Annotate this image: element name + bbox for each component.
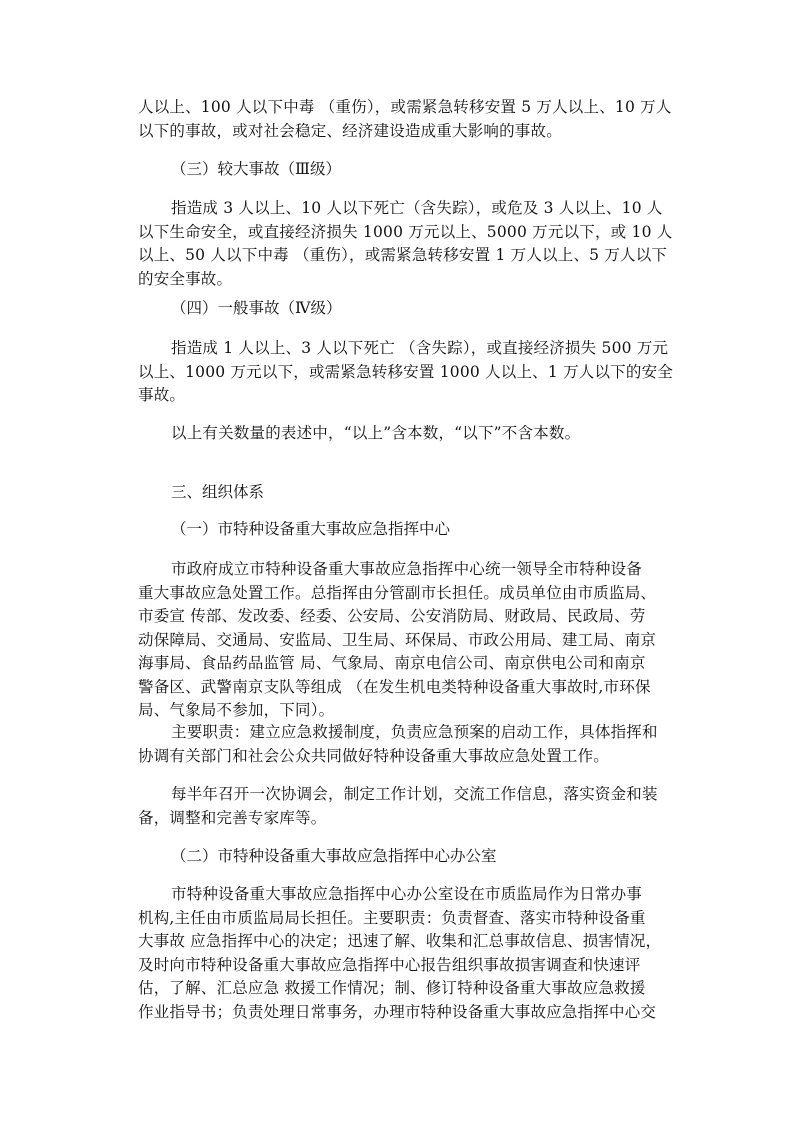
- text-line: 估，了解、汇总应急 救援工作情况；制、修订特种设备重大事故应急救援: [138, 979, 646, 997]
- text-line: 大事故 应急指挥中心的决定；迅速了解、收集和汇总事故信息、损害情况，: [138, 932, 662, 950]
- heading-command-center: （一）市特种设备重大事故应急指挥中心: [171, 520, 451, 538]
- text-line: 市特种设备重大事故应急指挥中心办公室设在市质监局作为日常办事: [171, 885, 643, 903]
- paragraph-main-duties: [138, 721, 658, 768]
- heading-command-office: （二）市特种设备重大事故应急指挥中心办公室: [171, 847, 497, 865]
- text-line: 机构,主任由市质监局局长担任。主要职责：负责督查、落实市特种设备重: [138, 908, 646, 927]
- paragraph-general-accident: [138, 337, 673, 408]
- text-line: 市政府成立市特种设备重大事故应急指挥中心统一领导全市特种设备: [171, 560, 643, 578]
- text-line: 以下的事故，或对社会稳定、经济建设造成重大影响的事故。: [138, 121, 562, 140]
- text-line: 动保障局、交通局、安监局、卫生局、环保局、市政公用局、建工局、南京: [138, 630, 657, 649]
- paragraph-note: [138, 422, 658, 446]
- paragraph-command-office: [138, 883, 662, 1024]
- paragraph-continuation: [138, 96, 672, 143]
- text-line: 每半年召开一次协调会，制定工作计划，交流工作信息，落实资金和装: [171, 785, 658, 803]
- section-heading-organization: 三、组织体系: [171, 483, 265, 501]
- text-line: 局、气象局不参加，下同）。: [138, 701, 335, 719]
- heading-major-accident: （三）较大事故（Ⅲ级）: [171, 160, 341, 178]
- text-line: 市委宣 传部、发改委、经委、公安局、公安消防局、财政局、民政局、劳: [138, 607, 646, 625]
- text-line: 备，调整和完善专家库等。: [138, 808, 327, 827]
- text-line: 以上、1000 万元以下，或需紧急转移安置 1000 人以上、1 万人以下的安全: [138, 362, 673, 381]
- text-line: 指造成 3 人以上、10 人以下死亡（含失踪），或危及 3 人以上、10 人: [171, 199, 663, 217]
- text-line: 以下生命安全，或直接经济损失 1000 万元以上、5000 万元以下，或 10 人: [138, 222, 673, 241]
- paragraph-command-center: [138, 558, 658, 723]
- text-line: 指造成 1 人以上、3 人以下死亡 （含失踪），或直接经济损失 500 万元: [171, 339, 669, 357]
- text-line: 的安全事故。: [138, 269, 233, 288]
- text-line: 协调有关部门和社会公众共同做好特种设备重大事故应急处置工作。: [138, 746, 610, 765]
- text-line: 以上有关数量的表述中，“以上”含本数，“以下”不含本数。: [171, 424, 581, 442]
- heading-general-accident: （四）一般事故（Ⅳ级）: [171, 299, 342, 317]
- text-line: 以上、50 人以下中毒 （重伤），或需紧急转移安置 1 万人以上、5 万人以下: [138, 246, 668, 264]
- text-line: 人以上、100 人以下中毒 （重伤），或需紧急转移安置 5 万人以上、10 万人: [138, 98, 672, 116]
- text-line: 重大事故应急处置工作。总指挥由分管副市长担任。成员单位由市质监局、: [138, 583, 657, 602]
- text-line: 及时向市特种设备重大事故应急指挥中心报告组织事故损害调查和快速评: [138, 955, 641, 974]
- text-line: 警备区、武警南京支队等组成 （在发生机电类特种设备重大事故时,市环保: [138, 677, 651, 696]
- text-line: 海事局、食品药品监管 局、气象局、南京电信公司、南京供电公司和南京: [138, 654, 646, 672]
- paragraph-major-accident: [138, 197, 673, 291]
- text-line: 主要职责：建立应急救援制度，负责应急预案的启动工作，具体指挥和: [171, 723, 658, 741]
- paragraph-meeting: [138, 783, 658, 830]
- text-line: 事故。: [138, 386, 186, 404]
- text-line: 作业指导书；负责处理日常事务，办理市特种设备重大事故应急指挥中心交: [138, 1002, 657, 1021]
